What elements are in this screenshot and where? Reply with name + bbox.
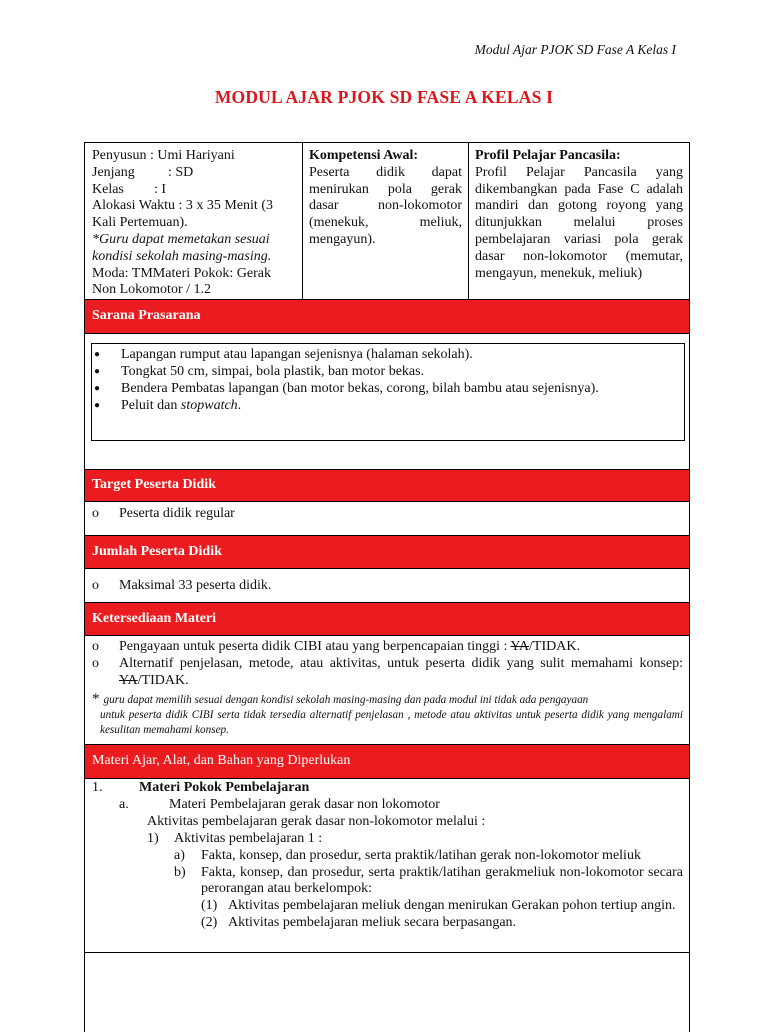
kelas-row — [92, 182, 296, 199]
item-number: 1. — [92, 780, 103, 795]
profil-body: Profil Pelajar Pancasila yang dikembangkan pada Fase C adalah mandiri dan gotong royong yang ditunjukkan melalui proses pembelajaran variasi pola gerak dasar non-lokomotor (memutar, mengayun, menekuk, meliuk) — [475, 164, 683, 281]
list-item-text: Peserta didik regular — [119, 506, 235, 521]
running-header: Modul Ajar PJOK SD Fase A Kelas I — [474, 42, 676, 57]
jumlah-heading — [85, 536, 689, 569]
kompetensi-heading: Kompetensi Awal: — [309, 148, 419, 163]
list-item-text: Lapangan rumput atau lapangan sejenisnya (halaman sekolah). — [121, 347, 473, 362]
item-text: Aktivitas pembelajaran 1 : — [174, 830, 323, 846]
penyusun-text: Penyusun : Umi Hariyani — [92, 148, 235, 163]
text-part: /TIDAK. — [529, 639, 580, 654]
item-text: Fakta, konsep, dan prosedur, serta praktik/latihan gerak non-lokomotor meliuk — [201, 847, 641, 863]
note-rest: untuk peserta didik CIBI serta tidak tersedia alternatif penjelasan , metode atau aktivitas untuk peserta didik yang mengalami kesulitan memahami konsep. — [100, 709, 683, 736]
item-marker: 1) — [147, 830, 159, 846]
item-marker: a) — [174, 847, 185, 863]
item-text: Aktivitas pembelajaran meliuk dengan menirukan Gerakan pohon tertiup angin. — [228, 898, 676, 914]
jenjang-row — [92, 165, 296, 182]
ketersediaan-note — [85, 689, 689, 738]
list-marker: o — [92, 578, 99, 593]
item-marker: (1) — [201, 898, 218, 914]
list-item — [85, 638, 689, 655]
target-section — [85, 502, 689, 536]
materi-heading — [85, 745, 689, 779]
list-item — [85, 505, 689, 522]
list-item — [92, 346, 684, 363]
ketersediaan-heading — [85, 603, 689, 636]
jumlah-section — [85, 569, 689, 603]
list-item — [92, 397, 684, 414]
bullet-icon: ● — [94, 366, 101, 377]
sarana-heading-text: Sarana Prasarana — [92, 308, 201, 324]
bullet-icon: ● — [94, 383, 101, 394]
item-text-start: Peluit dan — [121, 398, 181, 413]
sarana-heading — [85, 300, 689, 334]
item-text: Materi Pembelajaran gerak dasar non lokomotor — [169, 796, 440, 812]
ketersediaan-heading-text: Ketersediaan Materi — [92, 610, 217, 626]
list-marker: o — [92, 656, 99, 671]
kompetensi-body: Peserta didik dapat menirukan pola gerak dasar non-lokomotor (menekuk, meliuk, mengayun). — [309, 164, 462, 247]
list-marker: o — [92, 639, 99, 654]
moda-text: Moda: TMMateri Pokok: Gerak Non Lokomotor / 1.2 — [92, 265, 271, 298]
ketersediaan-section — [85, 636, 689, 745]
activity-1-b-1 — [92, 898, 683, 915]
materi-sub-a — [92, 797, 683, 814]
list-item-text: Maksimal 33 peserta didik. — [119, 578, 272, 593]
jenjang-value: : SD — [168, 164, 194, 180]
item-marker: a. — [119, 796, 129, 812]
text-part: Alternatif penjelasan, metode, atau aktivitas, untuk peserta didik yang sulit memahami konsep: — [119, 656, 683, 671]
info-row — [85, 143, 689, 300]
kompetensi-cell — [303, 143, 469, 299]
activity-1-a — [92, 848, 683, 865]
activity-1 — [92, 831, 683, 848]
list-item — [92, 363, 684, 380]
list-item — [85, 577, 689, 594]
materi-sub-a-desc: Aktivitas pembelajaran gerak dasar non-lokomotor melalui : — [147, 813, 486, 829]
materi-item-1 — [92, 780, 683, 797]
list-item-text: Tongkat 50 cm, simpai, bola plastik, ban motor bekas. — [121, 364, 425, 379]
kelas-value: : I — [154, 181, 167, 197]
text-part: Pengayaan untuk peserta didik CIBI atau yang berpencapaian tinggi : — [119, 639, 511, 654]
target-heading-text: Target Peserta Didik — [92, 477, 216, 493]
struck-option: YA — [119, 673, 138, 688]
kelas-label: Kelas — [92, 181, 124, 197]
target-heading — [85, 470, 689, 502]
alokasi-text: Alokasi Waktu : 3 x 35 Menit (3 Kali Pertemuan). — [92, 198, 273, 231]
list-item — [85, 655, 689, 689]
sarana-section — [85, 334, 689, 470]
activity-1-b — [92, 865, 683, 899]
note-line: guru dapat memilih sesuai dengan kondisi sekolah masing-masing dan pada modul ini tidak ada pengayaan — [103, 694, 589, 706]
guru-note: *Guru dapat memetakan sesuai kondisi sekolah masing-masing. — [92, 231, 272, 264]
list-marker: o — [92, 506, 99, 521]
bullet-icon: ● — [94, 349, 101, 360]
profil-heading: Profil Pelajar Pancasila: — [475, 148, 621, 163]
text-part: /TIDAK. — [137, 673, 189, 688]
item-text-italic: stopwatch — [180, 398, 238, 413]
item-marker: b) — [174, 864, 186, 880]
item-text: Fakta, konsep, dan prosedur, serta praktik/latihan gerakmeliuk non-lokomotor secara perorangan atau berkelompok: — [201, 864, 683, 897]
item-text: Aktivitas pembelajaran meliuk secara berpasangan. — [228, 915, 517, 931]
list-item — [92, 380, 684, 397]
module-table — [84, 142, 690, 1032]
item-title: Materi Pokok Pembelajaran — [139, 780, 310, 795]
identity-cell — [85, 143, 303, 299]
document-title: MODUL AJAR PJOK SD FASE A KELAS I — [214, 87, 554, 107]
item-text-end: . — [237, 398, 242, 413]
struck-option: YA — [510, 639, 530, 654]
list-item-text — [119, 638, 689, 655]
bullet-icon: ● — [94, 400, 101, 411]
activity-1-b-2 — [92, 915, 683, 932]
jumlah-heading-text: Jumlah Peserta Didik — [92, 543, 222, 559]
list-item-text: Bendera Pembatas lapangan (ban motor bekas, corong, bilah bambu atau sejenisnya). — [121, 381, 599, 396]
list-item-text — [121, 397, 241, 414]
materi-heading-text: Materi Ajar, Alat, dan Bahan yang Diperlukan — [92, 753, 351, 769]
list-item-text — [119, 655, 689, 689]
sarana-list — [91, 343, 685, 441]
jenjang-label: Jenjang — [92, 164, 135, 180]
item-marker: (2) — [201, 915, 218, 931]
materi-section — [85, 779, 689, 953]
profil-cell — [469, 143, 689, 299]
asterisk: * — [92, 691, 100, 707]
